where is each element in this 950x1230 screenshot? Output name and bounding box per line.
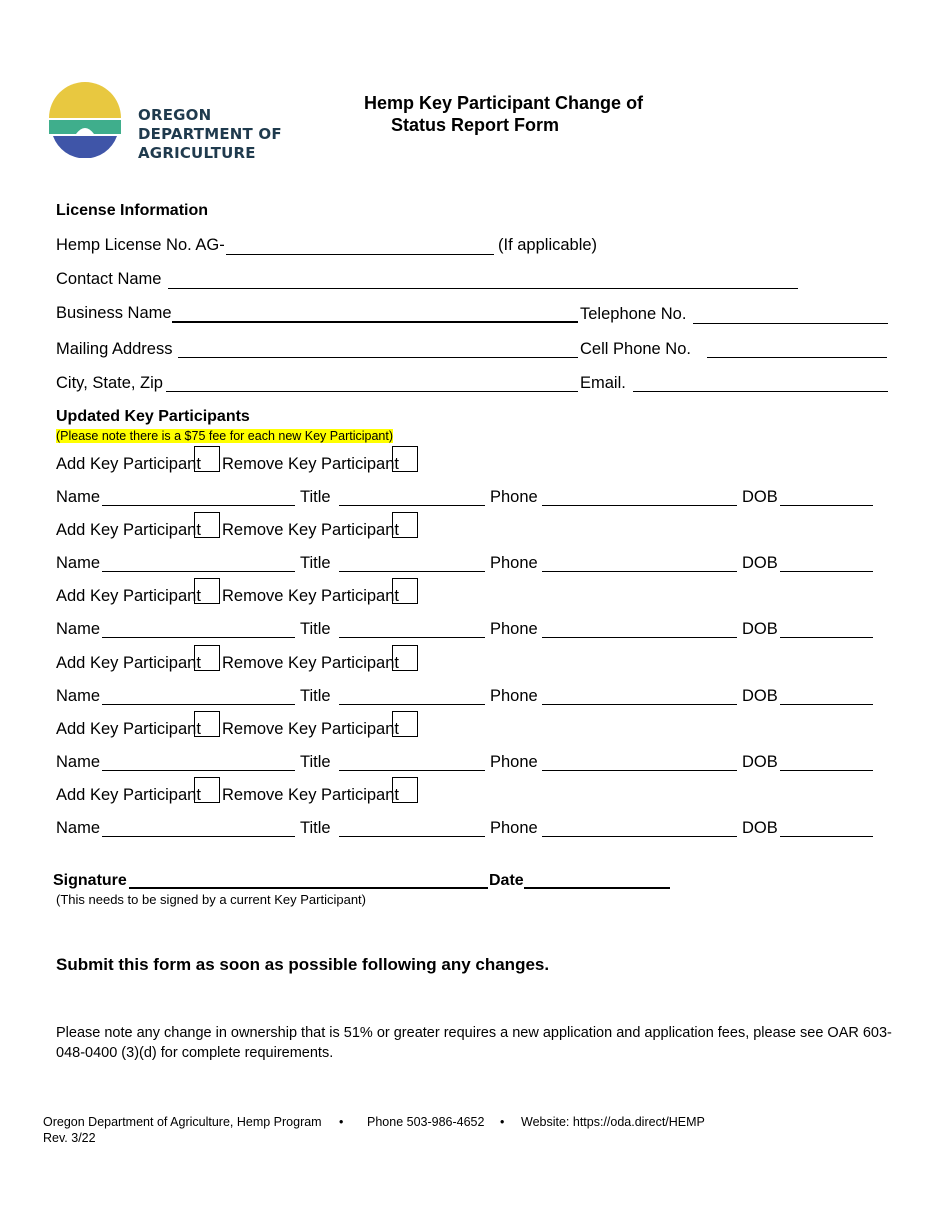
participant-name-label: Name bbox=[56, 753, 101, 771]
date-field[interactable] bbox=[524, 887, 670, 889]
logo-line: DEPARTMENT OF bbox=[138, 125, 282, 143]
participant-name-field[interactable] bbox=[102, 770, 295, 771]
signature-note: (This needs to be signed by a current Key Participant) bbox=[56, 892, 366, 907]
participants-section-title: Updated Key Participants bbox=[56, 408, 250, 425]
participant-title-field[interactable] bbox=[339, 704, 485, 705]
telephone-label: Telephone No. bbox=[580, 305, 687, 323]
add-participant-checkbox[interactable] bbox=[194, 645, 220, 671]
cell-phone-label: Cell Phone No. bbox=[580, 340, 691, 358]
participant-title-label: Title bbox=[300, 687, 331, 705]
participant-name-field[interactable] bbox=[102, 637, 295, 638]
remove-participant-checkbox[interactable] bbox=[392, 777, 418, 803]
remove-participant-label: Remove Key Participant bbox=[222, 587, 399, 605]
logo-text bbox=[138, 106, 282, 163]
participant-name-field[interactable] bbox=[102, 836, 295, 837]
date-label: Date bbox=[489, 872, 524, 889]
add-participant-label: Add Key Participant bbox=[56, 455, 201, 473]
add-participant-checkbox[interactable] bbox=[194, 512, 220, 538]
add-participant-checkbox[interactable] bbox=[194, 446, 220, 472]
participant-phone-label: Phone bbox=[490, 819, 538, 837]
participant-dob-field[interactable] bbox=[780, 505, 873, 506]
participant-title-label: Title bbox=[300, 753, 331, 771]
signature-field[interactable] bbox=[129, 887, 488, 889]
participant-title-label: Title bbox=[300, 554, 331, 572]
footer-org: Oregon Department of Agriculture, Hemp Program bbox=[43, 1115, 322, 1129]
mailing-address-label: Mailing Address bbox=[56, 340, 173, 358]
participant-name-field[interactable] bbox=[102, 571, 295, 572]
participant-phone-label: Phone bbox=[490, 488, 538, 506]
footer-revision: Rev. 3/22 bbox=[43, 1131, 96, 1145]
participant-phone-label: Phone bbox=[490, 620, 538, 638]
participant-phone-label: Phone bbox=[490, 687, 538, 705]
remove-participant-checkbox[interactable] bbox=[392, 512, 418, 538]
participant-name-label: Name bbox=[56, 554, 101, 572]
city-state-zip-field[interactable] bbox=[166, 391, 578, 392]
business-name-label: Business Name bbox=[56, 304, 172, 322]
participant-dob-label: DOB bbox=[742, 488, 778, 506]
remove-participant-label: Remove Key Participant bbox=[222, 720, 399, 738]
remove-participant-checkbox[interactable] bbox=[392, 645, 418, 671]
footer-bullet: • bbox=[339, 1115, 344, 1129]
participant-dob-field[interactable] bbox=[780, 571, 873, 572]
participant-name-field[interactable] bbox=[102, 505, 295, 506]
add-participant-label: Add Key Participant bbox=[56, 786, 201, 804]
participant-phone-field[interactable] bbox=[542, 836, 737, 837]
participant-name-label: Name bbox=[56, 687, 101, 705]
telephone-field[interactable] bbox=[693, 323, 888, 324]
participant-title-field[interactable] bbox=[339, 505, 485, 506]
cell-phone-field[interactable] bbox=[707, 357, 887, 358]
participant-dob-label: DOB bbox=[742, 687, 778, 705]
add-participant-label: Add Key Participant bbox=[56, 521, 201, 539]
participant-title-field[interactable] bbox=[339, 571, 485, 572]
add-participant-label: Add Key Participant bbox=[56, 720, 201, 738]
participant-title-field[interactable] bbox=[339, 770, 485, 771]
remove-participant-label: Remove Key Participant bbox=[222, 654, 399, 672]
participant-title-label: Title bbox=[300, 620, 331, 638]
logo-water-shape bbox=[53, 136, 117, 158]
email-label: Email. bbox=[580, 374, 626, 392]
participant-dob-field[interactable] bbox=[780, 770, 873, 771]
footer-website: Website: https://oda.direct/HEMP bbox=[521, 1115, 705, 1129]
add-participant-checkbox[interactable] bbox=[194, 711, 220, 737]
remove-participant-checkbox[interactable] bbox=[392, 711, 418, 737]
participant-title-field[interactable] bbox=[339, 637, 485, 638]
add-participant-checkbox[interactable] bbox=[194, 777, 220, 803]
participant-phone-label: Phone bbox=[490, 753, 538, 771]
participant-phone-field[interactable] bbox=[542, 571, 737, 572]
participant-name-label: Name bbox=[56, 819, 101, 837]
add-participant-checkbox[interactable] bbox=[194, 578, 220, 604]
participant-name-field[interactable] bbox=[102, 704, 295, 705]
license-no-suffix: (If applicable) bbox=[498, 236, 598, 254]
participant-dob-label: DOB bbox=[742, 819, 778, 837]
license-no-label: Hemp License No. AG- bbox=[56, 236, 225, 254]
mailing-address-field[interactable] bbox=[178, 357, 578, 358]
license-section-title: License Information bbox=[56, 202, 209, 219]
fee-note: (Please note there is a $75 fee for each new Key Participant) bbox=[56, 429, 393, 443]
footer-phone: Phone 503-986-4652 bbox=[367, 1115, 485, 1129]
contact-name-field[interactable] bbox=[168, 288, 798, 289]
contact-name-label: Contact Name bbox=[56, 270, 162, 288]
participant-dob-field[interactable] bbox=[780, 637, 873, 638]
remove-participant-label: Remove Key Participant bbox=[222, 455, 399, 473]
participant-dob-field[interactable] bbox=[780, 836, 873, 837]
submit-instruction: Submit this form as soon as possible following any changes. bbox=[56, 955, 550, 974]
logo-sun-shape bbox=[49, 82, 121, 118]
footer-bullet: • bbox=[500, 1115, 505, 1129]
logo-field-shape bbox=[49, 120, 121, 134]
add-participant-label: Add Key Participant bbox=[56, 587, 201, 605]
participant-name-label: Name bbox=[56, 620, 101, 638]
participant-dob-field[interactable] bbox=[780, 704, 873, 705]
participant-phone-field[interactable] bbox=[542, 770, 737, 771]
participant-phone-field[interactable] bbox=[542, 637, 737, 638]
remove-participant-label: Remove Key Participant bbox=[222, 521, 399, 539]
email-field[interactable] bbox=[633, 391, 888, 392]
participant-dob-label: DOB bbox=[742, 753, 778, 771]
logo-line: AGRICULTURE bbox=[138, 144, 256, 162]
form-title-line2: Status Report Form bbox=[391, 115, 560, 135]
remove-participant-checkbox[interactable] bbox=[392, 446, 418, 472]
business-name-field[interactable] bbox=[172, 321, 578, 323]
participant-dob-label: DOB bbox=[742, 554, 778, 572]
participant-dob-label: DOB bbox=[742, 620, 778, 638]
participant-title-label: Title bbox=[300, 488, 331, 506]
logo-line: OREGON bbox=[138, 106, 212, 124]
form-title-line1: Hemp Key Participant Change of bbox=[364, 93, 644, 113]
form-title bbox=[364, 92, 643, 136]
participant-phone-field[interactable] bbox=[542, 704, 737, 705]
participant-title-field[interactable] bbox=[339, 836, 485, 837]
participant-name-label: Name bbox=[56, 488, 101, 506]
remove-participant-checkbox[interactable] bbox=[392, 578, 418, 604]
add-participant-label: Add Key Participant bbox=[56, 654, 201, 672]
signature-label: Signature bbox=[53, 872, 127, 889]
participant-title-label: Title bbox=[300, 819, 331, 837]
participant-phone-label: Phone bbox=[490, 554, 538, 572]
city-state-zip-label: City, State, Zip bbox=[56, 374, 163, 392]
remove-participant-label: Remove Key Participant bbox=[222, 786, 399, 804]
ownership-note: Please note any change in ownership that is 51% or greater requires a new application and application fees, please see OAR 603-048-0400 (3)(d) for complete requirements. bbox=[56, 1025, 892, 1061]
license-no-field[interactable] bbox=[226, 254, 494, 255]
participant-phone-field[interactable] bbox=[542, 505, 737, 506]
